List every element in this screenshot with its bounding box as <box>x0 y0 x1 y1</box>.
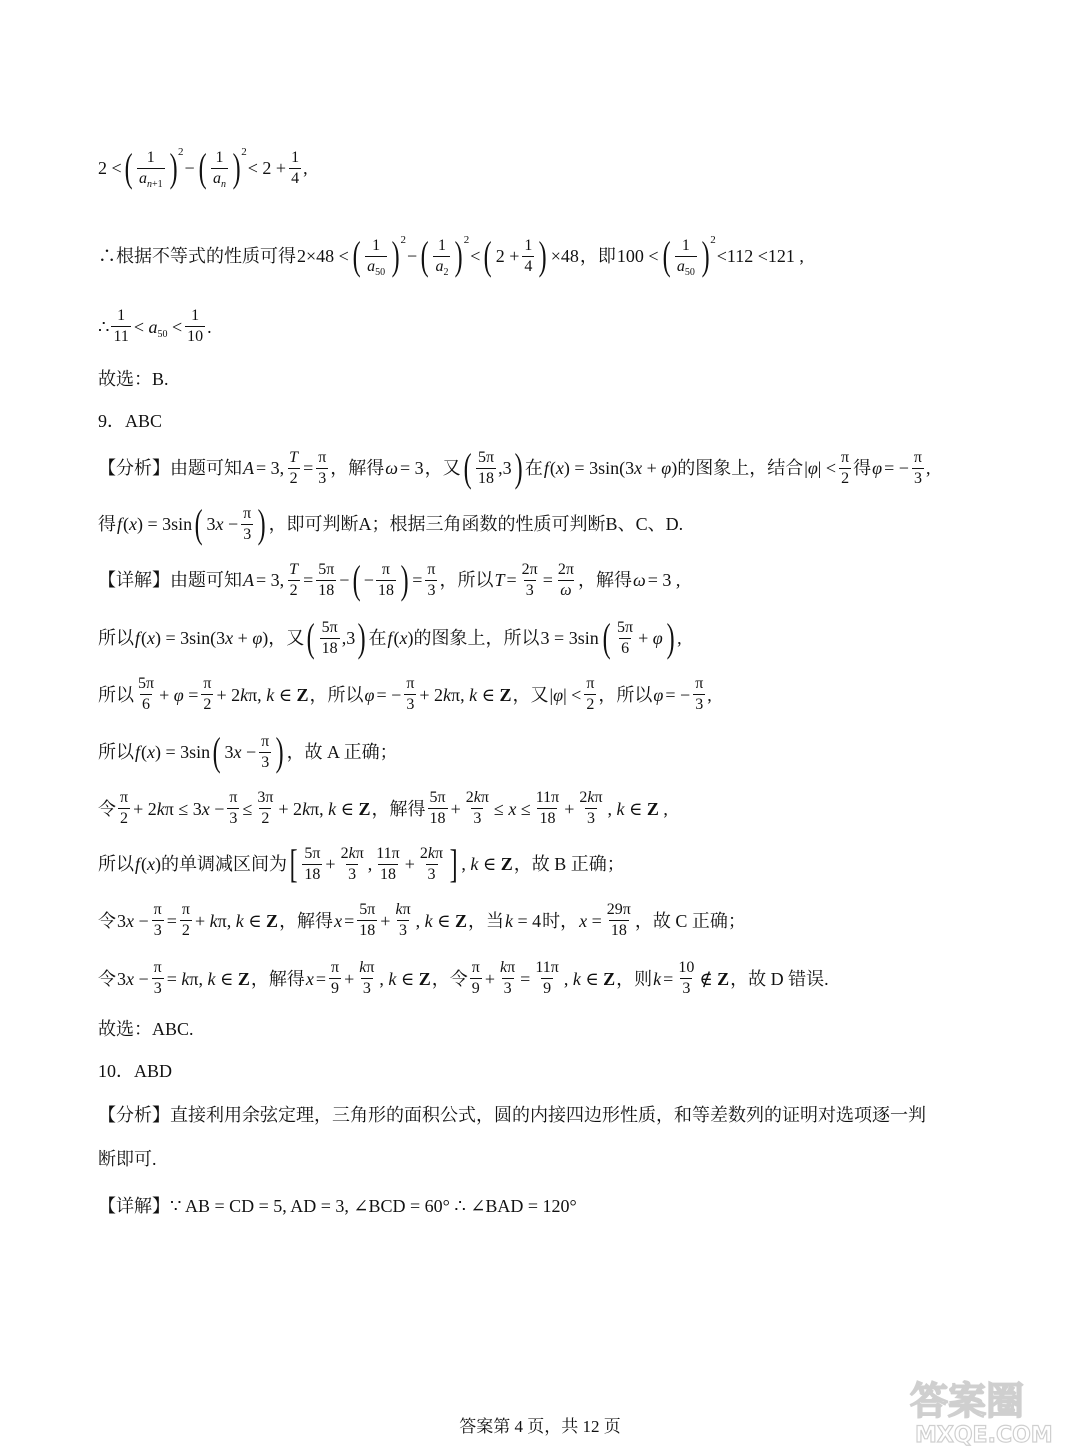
choice-b: 故选：B. <box>98 369 169 389</box>
q10-analysis-cont: 断即可. <box>98 1149 157 1169</box>
q9-choice: 故选：ABC. <box>98 1019 194 1039</box>
q9-detail-6: 所以 f (x) 的单调减区间为 [ $\frac{5\pi}{18}$ + $\frac{2k\pi}{3}$ , $\frac{11\pi}{18}$ + $\frac{2k\pi}{3}$ ] , k ∈ Z ，故 B 正确； <box>98 841 625 886</box>
q9-detail-4: 所以 f (x) = 3sin ( 3x − $\frac{\pi}{3}$ ) ，故 A 正确； <box>98 729 398 774</box>
q10-analysis: 【分析】 直接利用余弦定理，三角形的面积公式，圆的内接四边形性质，和等差数列的证明对选项逐一判 <box>98 1105 926 1125</box>
q9-detail-8: 令 3x − $\frac{\pi}{3}$ = kπ, k ∈ Z ，解得 x = $\frac{\pi}{9}$ + $\frac{k\pi}{3}$ , k ∈ Z ，令 $\frac{\pi}{9}$ + $\frac{k\pi}{3}$ = $\frac{11\pi}{9}$ , k ∈ Z ，则 k = $\frac{10}{3}$ ∉ Z ，故 D 错误. <box>98 959 829 997</box>
svg-text:MXQE.COM: MXQE.COM <box>915 1423 1053 1447</box>
q9-detail-7: 令 3x − $\frac{\pi}{3}$ = $\frac{\pi}{2}$ + kπ, k ∈ Z ，解得 x = $\frac{5\pi}{18}$ + $\frac{k\pi}{3}$ , k ∈ Z ，当 k = 4 时， x = $\frac{29\pi}{18}$ ，故 C 正确； <box>98 901 746 939</box>
formula-line-2: ∴根据不等式的性质可得 2×48 < ( $\frac{1}{a_{50}}$ ) 2 − ( $\frac{1}{a_2}$ ) 2 < ( 2 + $\frac{1}{4}$ ) ×48 ，即 100 < ( $\frac{1}{a_{50}}$ ) 2 <112 <121 , <box>98 233 804 278</box>
formula-line-1: 2 < ( $\frac{1}{a_{n+1}}$ ) 2 − ( $\frac{1}{a_n}$ ) 2 < 2 + $\frac{1}{4}$ , <box>98 145 308 190</box>
watermark-logo <box>905 1372 1070 1447</box>
formula-line-3: ∴ $\frac{1}{11}$ < $a_{50}$ < $\frac{1}{10}$ . <box>98 307 212 345</box>
q9-answer: 9．ABC <box>98 411 163 431</box>
svg-text:答案圈: 答案圈 <box>910 1379 1025 1423</box>
q9-detail-1: 【详解】 由题可知 A = 3, $\frac{T}{2}$ = $\frac{5\pi}{18}$ − ( − $\frac{\pi}{18}$ ) = $\frac{\pi}{3}$ ，所以 T = $\frac{2\pi}{3}$ = $\frac{2\pi}{\omega}$ ，解得 ω = 3 , <box>98 557 681 602</box>
q10-detail: 【详解】 ∵ AB = CD = 5, AD = 3, ∠BCD = 60° ∴ ∠BAD = 120° <box>98 1196 577 1216</box>
q9-detail-3: 所以 $\frac{5\pi}{6}$ + φ = $\frac{\pi}{2}$ + 2kπ, k ∈ Z ，所以 φ = − $\frac{\pi}{3}$ + 2kπ, k ∈ Z ，又 |φ| < $\frac{\pi}{2}$ ，所以 φ = − $\frac{\pi}{3}$ , <box>98 675 712 713</box>
q9-analysis: 【分析】 由题可知 A = 3, $\frac{T}{2}$ = $\frac{\pi}{3}$ ，解得 ω = 3 ，又 ( $\frac{5\pi}{18}$ ,3 ) 在 f (x) = 3sin(3x + φ) 的图象上，结合 |φ| < $\frac{\pi}{2}$ 得 φ = − $\frac{\pi}{3}$ , <box>98 445 931 490</box>
q10-answer: 10．ABD <box>98 1061 173 1081</box>
q9-detail-5: 令 $\frac{\pi}{2}$ + 2kπ ≤ 3x − $\frac{\pi}{3}$ ≤ $\frac{3\pi}{2}$ + 2kπ, k ∈ Z ，解得 $\frac{5\pi}{18}$ + $\frac{2k\pi}{3}$ ≤ x ≤ $\frac{11\pi}{18}$ + $\frac{2k\pi}{3}$ , k ∈ Z , <box>98 789 668 827</box>
q9-detail-2: 所以 f (x) = 3sin(3x + φ) ，又 ( $\frac{5\pi}{18}$ ,3 ) 在 f (x) 的图象上，所以 3 = 3sin ( $\frac{5\pi}{6}$ + φ ) , <box>98 615 682 660</box>
q9-analysis-cont: 得 f (x) = 3sin ( 3x − $\frac{\pi}{3}$ ) ，即可判断A；根据三角函数的性质可判断B、C、D. <box>98 501 684 546</box>
page-footer: 答案第 4 页，共 12 页 <box>459 1417 621 1436</box>
